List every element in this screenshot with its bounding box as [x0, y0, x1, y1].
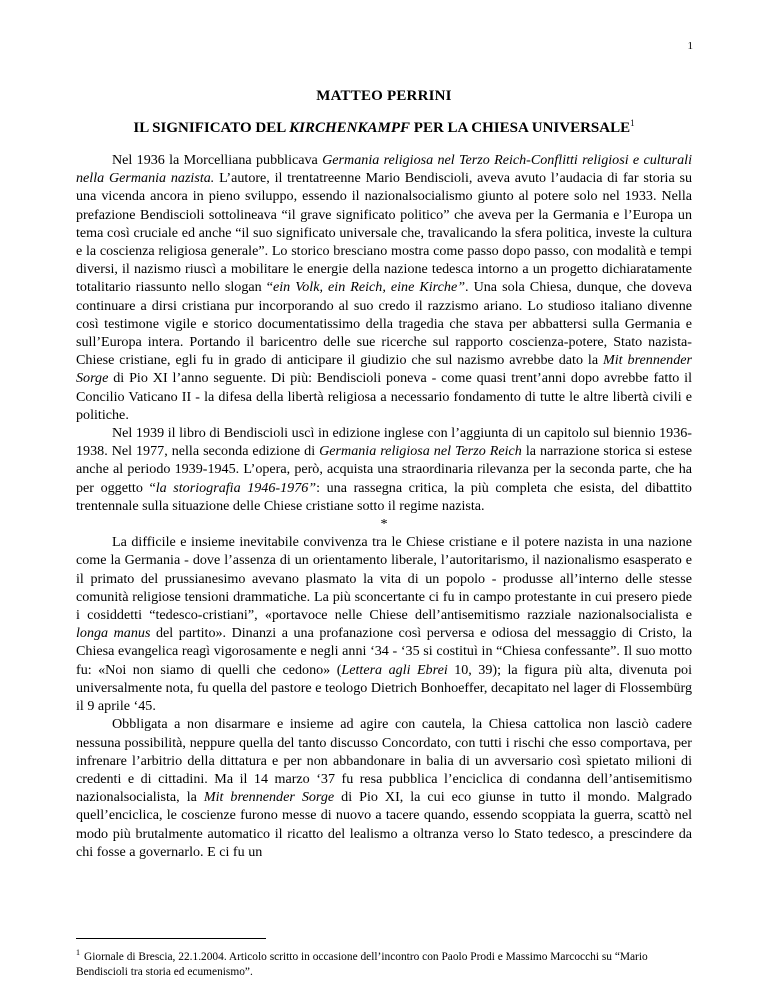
paragraph — [76, 533, 692, 715]
text-run: Nel 1939 il libro di Bendiscioli uscì in edizione inglese con l’aggiunta di un capitolo sul biennio 1936-1938. Nel 1977, nella seconda edizione di — [76, 425, 692, 460]
section-separator: * — [380, 516, 388, 533]
author-name: MATTEO PERRINI — [316, 88, 452, 104]
page-number: 1 — [687, 40, 693, 52]
italic-run: Lettera agli Ebrei — [341, 661, 448, 678]
text-run: : una rassegna critica, la più completa che esista, del dibattito trentennale sulla situazione delle Chiese cristiane sotto il regime nazista. — [76, 479, 692, 514]
article-body — [76, 151, 692, 861]
footnote — [76, 945, 692, 980]
footnote-ref[interactable]: 1 — [630, 118, 635, 128]
text-run: La difficile e insieme inevitabile convivenza tra le Chiese cristiane e il potere nazista in una nazione come la Germania - dove l’assenza di un orientamento liberale, l’autoritarismo, il nazionalismo esasperato e il primato del prussianesimo avevano plasmato la vita di un popolo - produsse all’interno delle stesse comunità religiose tensioni drammatiche. La più sconcertante ci fu in campo protestante in cui presero piede i cosiddetti “tedesco-cristiani”, «portavoce nelle Chiese dell’antisemitismo razziale nazionalsocialista e — [76, 534, 692, 624]
paragraph — [76, 151, 692, 424]
footnote-divider — [76, 938, 266, 939]
italic-run: ein Volk, ein Reich, eine Kirche” — [272, 279, 466, 296]
title-text-end: PER LA CHIESA UNIVERSALE — [410, 120, 631, 136]
text-run: del partito». Dinanzi a una profanazione così perversa e odiosa del messaggio di Cristo, la Chiesa evangelica reagì vigorosamente e negli anni ‘34 - ‘35 si costituì in “Chiesa confessante”. Il suo motto fu: «Noi non siamo di quelli che cedono» ( — [76, 625, 692, 678]
italic-run: la storiografia 1946-1976” — [155, 479, 317, 496]
title-italic: KIRCHENKAMPF — [289, 120, 411, 136]
text-run: 10, 39); la figura più alta, divenuta poi universalmente nota, fu quella del pastore e teologo Dietrich Bonhoeffer, decapitato nel lager di Flossembürg il 9 aprile ‘45. — [76, 661, 692, 715]
footnote-marker: 1 — [76, 948, 80, 957]
text-run: . Una sola Chiesa, dunque, che doveva continuare a dirsi cristiana pur incorporando al suo credo il razzismo ariano. Lo studioso italiano divenne così testimone vigile e storico documentatissimo della tragedia che stava per abbattersi sulla Germania e sull’Europa intera. Portando il baricentro delle sue ricerche sul rapporto coscienza-potere, Stato nazista-Chiese cristiane, egli fu in grado di anticipare il giudizio che sul nazismo avrebbe dato la — [76, 279, 692, 369]
italic-run: longa manus — [76, 625, 151, 642]
italic-run: Germania religiosa nel Terzo Reich — [319, 443, 522, 460]
footnote-text: Giornale di Brescia, 22.1.2004. Articolo scritto in occasione dell’incontro con Paolo Prodi e Massimo Marcocchi su “Mario Bendiscioli tra storia ed ecumenismo”. — [76, 950, 648, 978]
italic-run: Germania religiosa nel Terzo Reich-Conflitti religiosi e culturali nella Germania nazista. — [76, 152, 693, 187]
italic-run: Mit brennender Sorge — [203, 789, 335, 806]
text-run: di Pio XI, la cui eco giunse in tutto il mondo. Malgrado quell’enciclica, le coscienze furono messe di nuovo a tacere quando, essendo scoppiata la guerra, scattò nel modo più brutalmente automatico il ricatto del lealismo a oltranza verso lo Stato tedesco, a prescindere da chi fosse a governarlo. E ci fu un — [76, 789, 692, 860]
text-run: la narrazione storica si estese anche al periodo 1939-1945. L’opera, però, acquista una straordinaria rilevanza per la seconda parte, che ha per oggetto “ — [76, 443, 692, 496]
paragraph — [76, 424, 692, 515]
text-run: Nel 1936 la Morcelliana pubblicava — [112, 152, 323, 168]
article-title — [0, 118, 768, 137]
paragraph — [76, 715, 692, 861]
text-run: di Pio XI l’anno seguente. Di più: Bendiscioli poneva - come quasi trent’anni dopo avrebbe fatto il Concilio Vaticano II - la difesa della libertà religiosa a necessario fondamento di tutte le altre libertà civili e politiche. — [76, 370, 692, 423]
title-text: IL SIGNIFICATO DEL — [133, 120, 290, 136]
text-run: Obbligata a non disarmare e insieme ad agire con cautela, la Chiesa cattolica non lasciò cadere nessuna possibilità, neppure quella del tanto discusso Concordato, con tutti i rischi che esso comportava, per infrenare l’arbitrio della dittatura e per non abbandonare in balia di un avversario così spietato milioni di credenti e di cittadini. Ma il 14 marzo ‘37 fu resa pubblica l’enciclica di condanna dell’antisemitismo nazionalsocialista, la — [76, 716, 692, 806]
italic-run: Mit brennender Sorge — [76, 352, 692, 387]
text-run: L’autore, il trentatreenne Mario Bendiscioli, aveva avuto l’audacia di far storia su una vicenda ancora in pieno sviluppo, essendo il nazionalsocialismo giunto al potere solo nel 1933. Nella prefazione Bendiscioli sottolineava “il grave significato politico” che aveva per la Germania e l’Europa un tema così cruciale ed anche “il suo significato universale che, travalicando la sfera politica, investe la cultura e la coscienza religiosa generale”. Lo storico bresciano mostra come passo dopo passo, con modalità e tempi diversi, il nazismo riuscì a mobilitare le energie della nazione tedesca intorno a un progetto dichiaratamente totalitario riassunto nello slogan “ — [76, 170, 692, 296]
